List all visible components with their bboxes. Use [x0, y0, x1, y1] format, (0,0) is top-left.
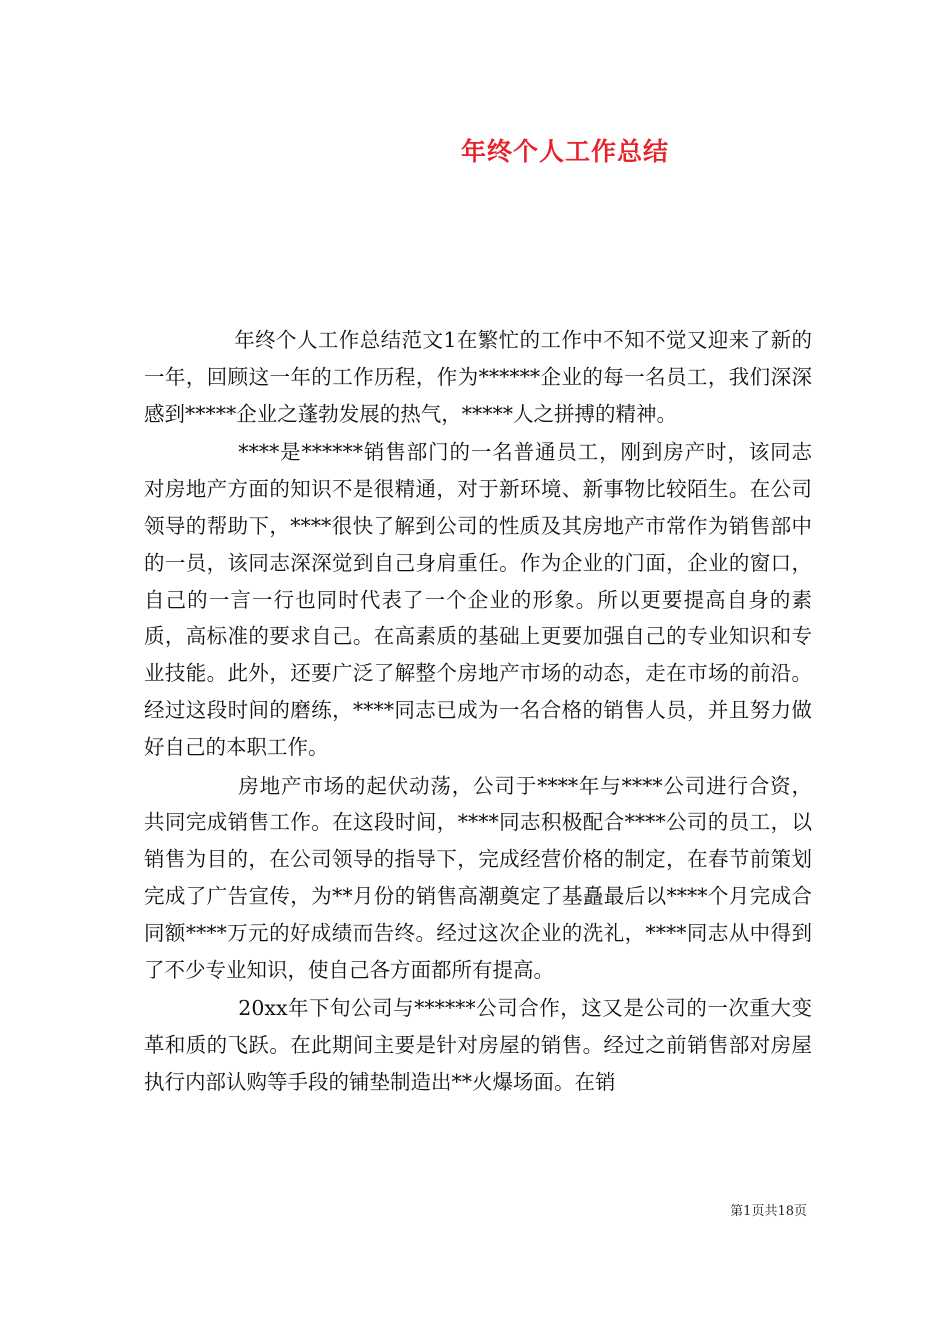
- page-number-footer: 第1页共18页: [730, 1204, 807, 1219]
- document-body: [144, 322, 812, 1103]
- paragraph-2: ****是******销售部门的一名普通员工，刚到房产时，该同志对房地产方面的知识不是很精通，对于新环境、新事物比较陌生。在公司领导的帮助下，****很快了解到公司的性质及其房地产市常作为销售部中的一员，该同志深深觉到自己身肩重任。作为企业的门面，企业的窗口，自己的一言一行也同时代表了一个企业的形象。所以更要提高自身的素质，高标准的要求自己。在高素质的基础上更要加强自己的专业知识和专业技能。此外，还要广泛了解整个房地产市场的动态，走在市场的前沿。经过这段时间的磨练，****同志已成为一名合格的销售人员，并且努力做好自己的本职工作。: [144, 440, 812, 759]
- paragraph-4: 20xx年下旬公司与******公司合作，这又是公司的一次重大变革和质的飞跃。在此期间主要是针对房屋的销售。经过之前销售部对房屋执行内部认购等手段的铺垫制造出**火爆场面。在销: [144, 996, 812, 1094]
- paragraph-1: 年终个人工作总结范文1在繁忙的工作中不知不觉又迎来了新的一年，回顾这一年的工作历程，作为******企业的每一名员工，我们深深感到*****企业之蓬勃发展的热气，*****人之拼搏的精神。: [144, 328, 812, 426]
- document-title: 年终个人工作总结: [460, 137, 669, 166]
- paragraph-3: 房地产市场的起伏动荡，公司于****年与****公司进行合资，共同完成销售工作。在这段时间，****同志积极配合****公司的员工，以销售为目的，在公司领导的指导下，完成经营价格的制定，在春节前策划完成了广告宣传，为**月份的销售高潮奠定了基矗最后以****个月完成合同额****万元的好成绩而告终。经过这次企业的洗礼，****同志从中得到了不少专业知识，使自己各方面都所有提高。: [144, 773, 812, 982]
